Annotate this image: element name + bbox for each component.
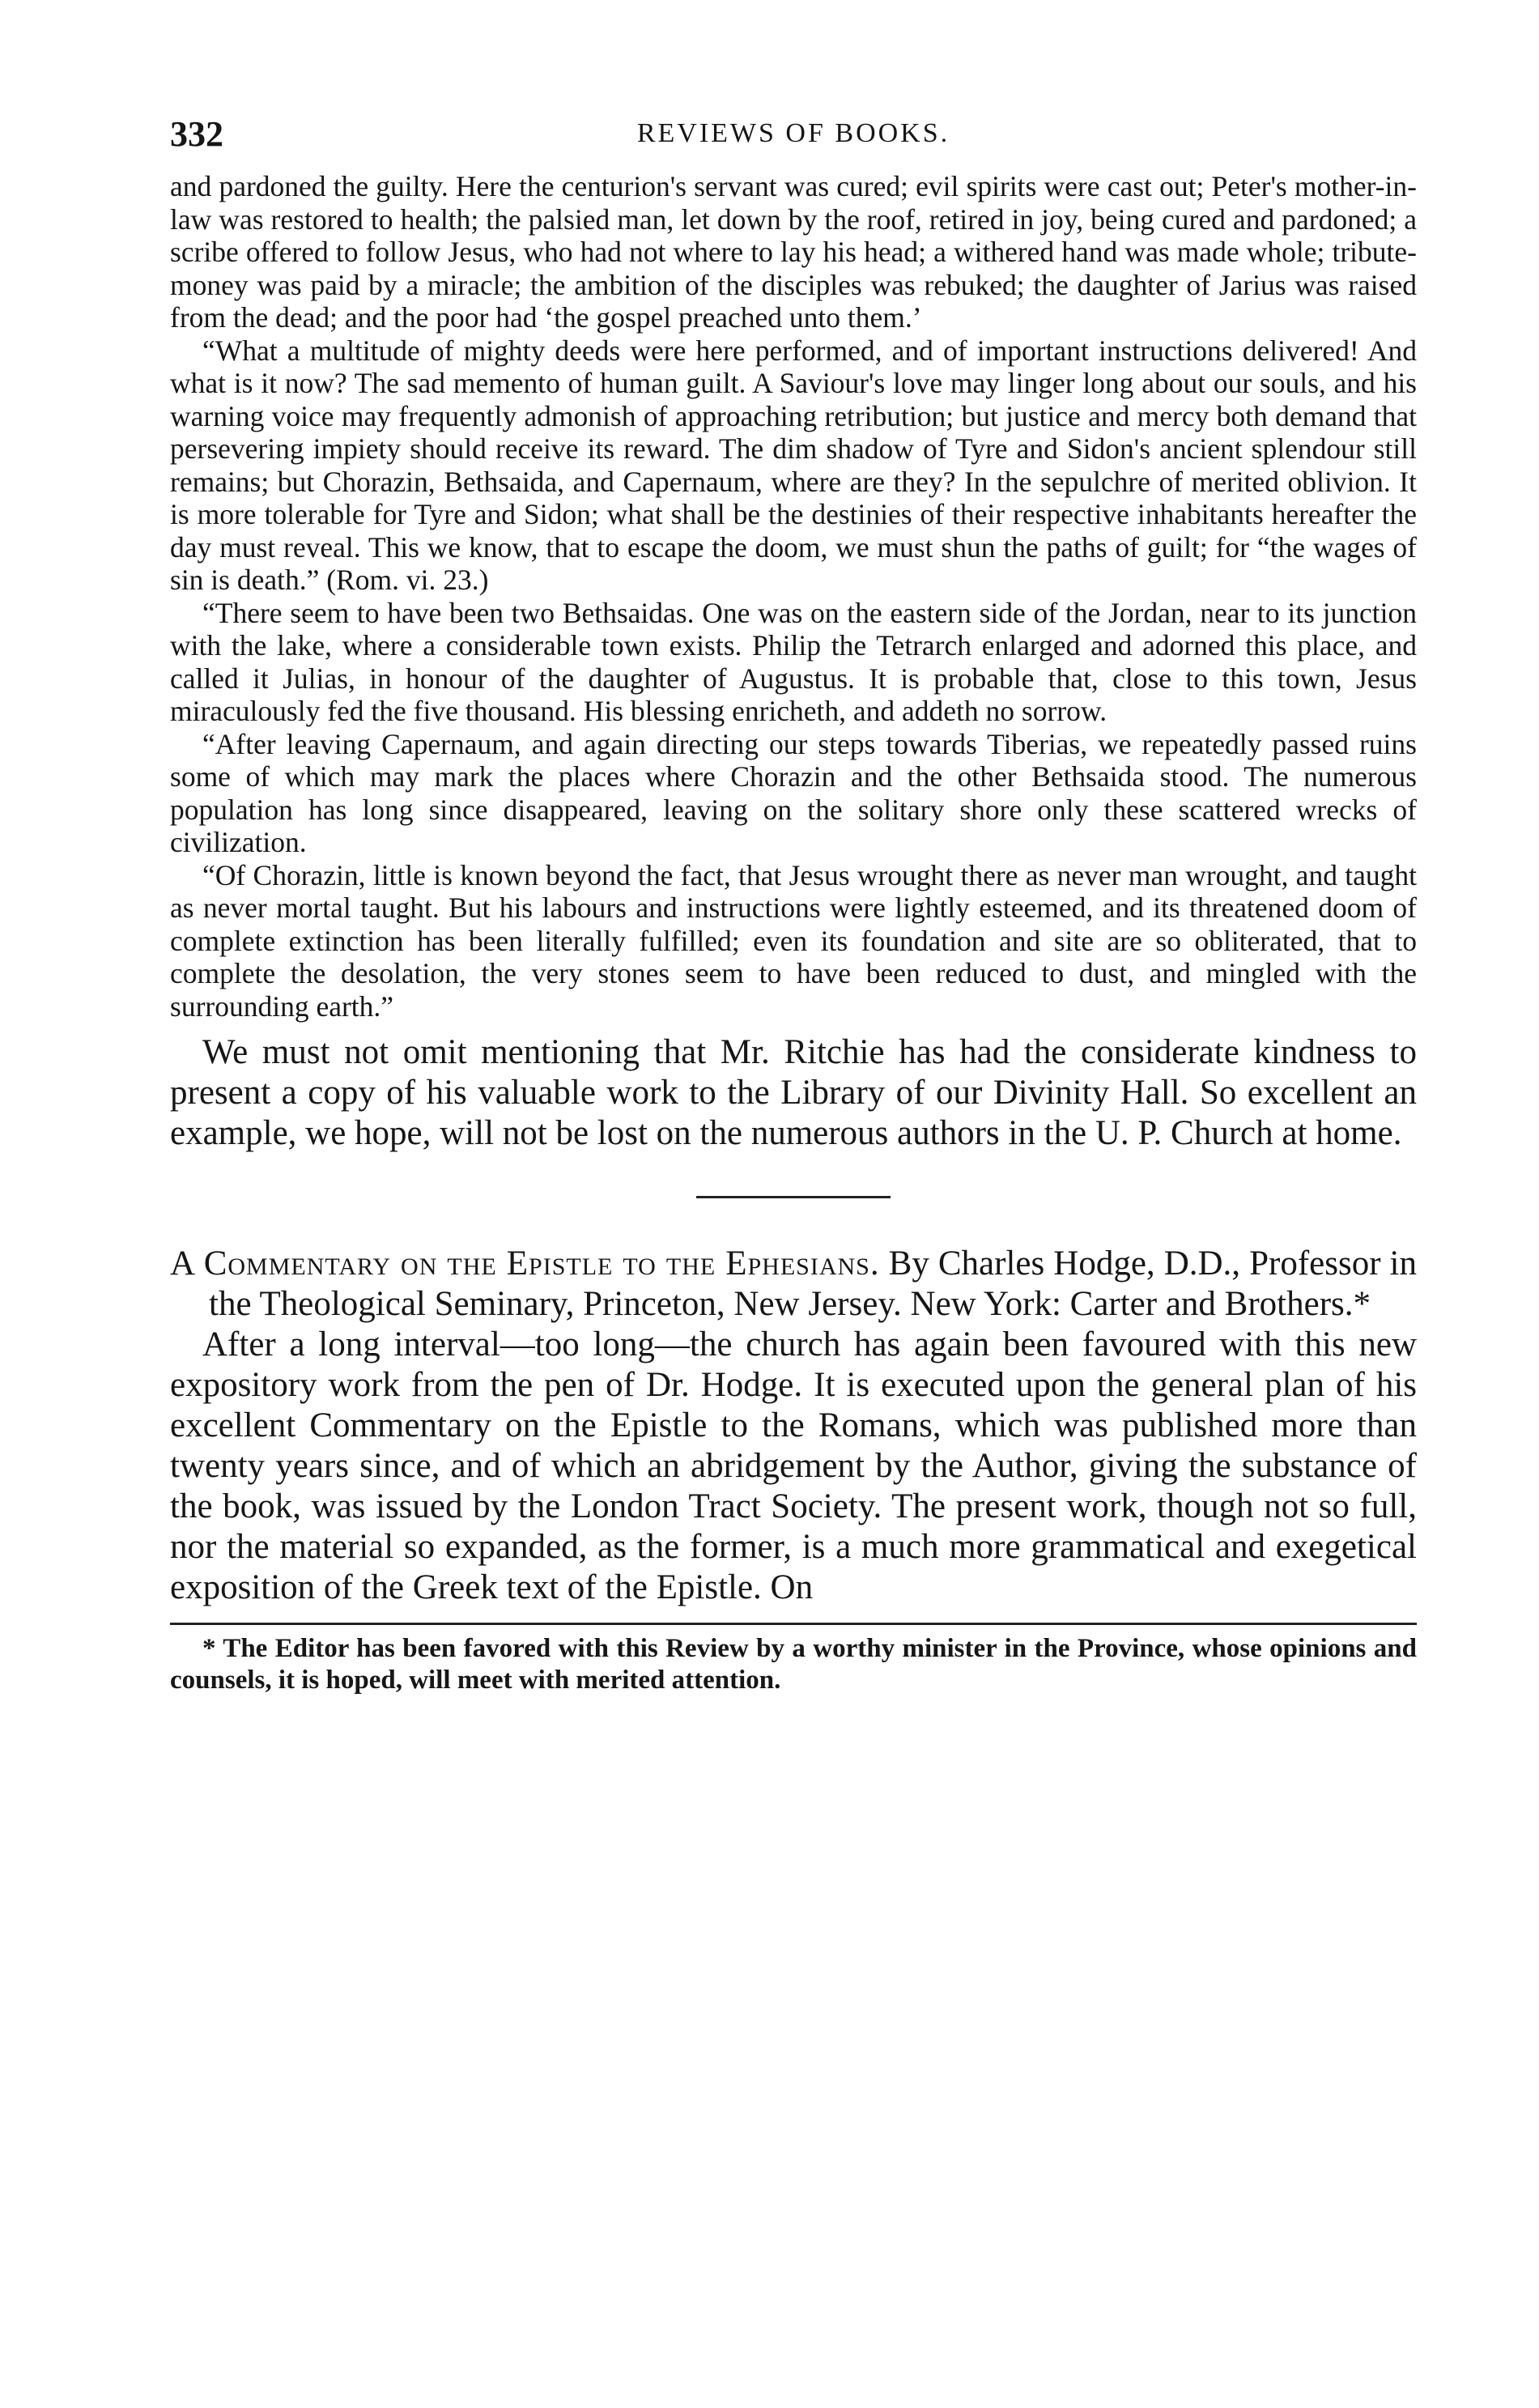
page-number: 332	[170, 114, 223, 154]
review-heading	[170, 1244, 1417, 1325]
footnote: * The Editor has been favored with this Review by a worthy minister in the Province, whose opinions and counsels, it is hoped, will meet with merited attention.	[170, 1634, 1417, 1695]
page	[170, 113, 1417, 1696]
review-body: After a long interval—too long—the church has again been favoured with this new expository work from the pen of Dr. Hodge. It is executed upon the general plan of his excellent Commentary on the Epistle to the Romans, which was published more than twenty years since, and of which an abridgement by the Author, giving the substance of the book, was issued by the London Tract Society. The present work, though not so full, nor the material so expanded, as the former, is a much more grammatical and exegetical exposition of the Greek text of the Epistle. On	[170, 1325, 1417, 1606]
footnote-rule	[170, 1623, 1417, 1625]
closing-section	[170, 1032, 1417, 1154]
page-header	[170, 113, 1417, 170]
closing-paragraph: We must not omit mentioning that Mr. Ritchie has had the considerate kindness to present a copy of his valuable work to the Library of our Divinity Hall. So excellent an example, we hope, will not be lost on the numerous authors in the U. P. Church at home.	[170, 1033, 1417, 1152]
running-head: REVIEWS OF BOOKS.	[636, 118, 950, 148]
review-byline: By Charles Hodge, D.D., Professor in the Theological Seminary, Princeton, New Jersey. New York: Carter and Brothers.*	[209, 1244, 1417, 1323]
review-section	[170, 1244, 1417, 1608]
quote-paragraph: “There seem to have been two Bethsaidas. One was on the eastern side of the Jordan, near to its junction with the lake, where a considerable town exists. Philip the Tetrarch enlarged and adorned this place, and called it Julias, in honour of the daughter of Augustus. It is probable that, close to this town, Jesus miraculously fed the five thousand. His blessing enricheth, and addeth no sorrow.	[170, 596, 1417, 727]
quote-paragraph: “After leaving Capernaum, and again directing our steps towards Tiberias, we repeatedly passed ruins some of which may mark the places where Chorazin and the other Bethsaida stood. The numerous population has long since disappeared, leaving on the solitary shore only these scattered wrecks of civilization.	[170, 727, 1417, 858]
quoted-excerpt	[170, 170, 1417, 1023]
quote-paragraph: “What a multitude of mighty deeds were here performed, and of important instructions delivered! And what is it now? The sad memento of human guilt. A Saviour's love may linger long about our souls, and his warning voice may frequently admonish of approaching retribution; but justice and mercy both demand that persevering impiety should receive its reward. The dim shadow of Tyre and Sidon's ancient splendour still remains; but Chorazin, Bethsaida, and Capernaum, where are they? In the sepulchre of merited oblivion. It is more tolerable for Tyre and Sidon; what shall be the destinies of their respective inhabitants hereafter the day must reveal. This we know, that to escape the doom, we must shun the paths of guilt; for “the wages of sin is death.” (Rom. vi. 23.)	[170, 334, 1417, 596]
quote-paragraph: “Of Chorazin, little is known beyond the fact, that Jesus wrought there as never man wrought, and taught as never mortal taught. But his labours and instructions were lightly esteemed, and its threatened doom of complete extinction has been literally fulfilled; even its foundation and site are so obliterated, that to complete the desolation, the very stones seem to have been reduced to dust, and mingled with the surrounding earth.”	[170, 858, 1417, 1023]
review-title: A Commentary on the Epistle to the Ephesians.	[170, 1244, 880, 1283]
quote-paragraph: and pardoned the guilty. Here the centurion's servant was cured; evil spirits were cast out; Peter's mother-in-law was restored to health; the palsied man, let down by the roof, retired in joy, being cured and pardoned; a scribe offered to follow Jesus, who had not where to lay his head; a withered hand was made whole; tribute-money was paid by a miracle; the ambition of the disciples was rebuked; the daughter of Jarius was raised from the dead; and the poor had ‘the gospel preached unto them.’	[170, 170, 1417, 334]
section-separator	[696, 1196, 891, 1198]
